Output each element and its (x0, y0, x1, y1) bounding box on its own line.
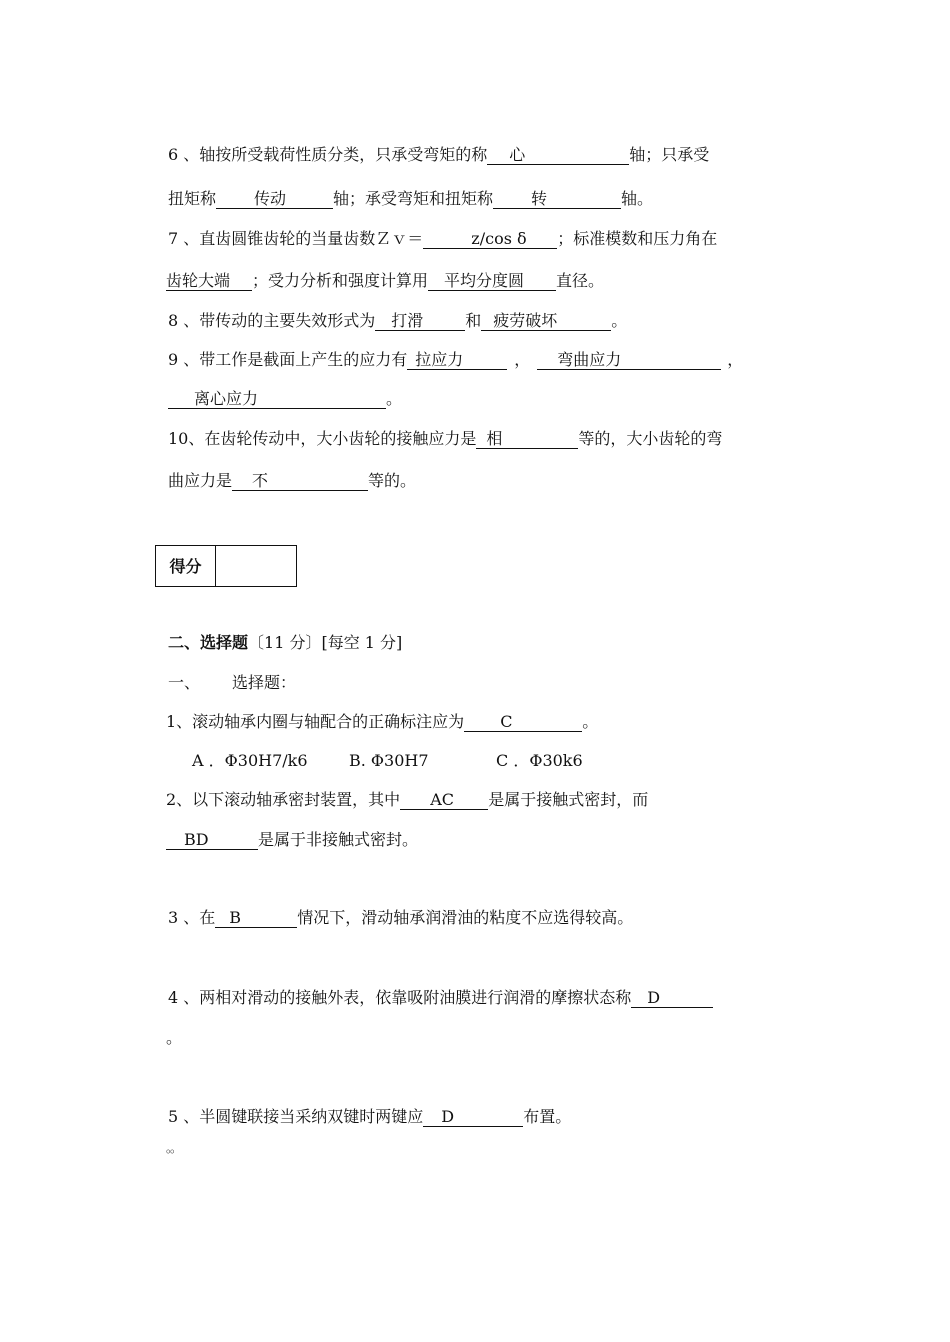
q7-blank3: 平均分度圆 (428, 272, 556, 291)
c1-blank: C (464, 713, 582, 732)
q9-blank2: 弯曲应力 (537, 351, 721, 370)
q10-blank2: 不 (232, 472, 368, 491)
q6-text-e: 轴。 (621, 189, 654, 208)
q7-line2 (166, 271, 604, 291)
c5-text-a: 5 、半圆键联接当采纳双键时两键应 (168, 1107, 424, 1126)
q10-text-c: 曲应力是 (168, 471, 233, 490)
c1-text-a: 1、滚动轴承内圈与轴配合的正确标注应为 (166, 712, 465, 731)
section2-heading (168, 633, 402, 653)
q10-line2 (168, 471, 416, 491)
q10-blank1: 相 (476, 430, 578, 449)
q6-line1 (168, 145, 709, 165)
q6-blank1: 心 (487, 146, 629, 165)
q6-blank3: 转 (493, 190, 621, 209)
q6-text-c: 扭矩称 (168, 189, 217, 208)
c3-line (168, 908, 633, 928)
c1-options (192, 751, 583, 771)
q7-line1 (168, 229, 717, 249)
q7-text-c: ；受力分析和强度计算用 (252, 271, 429, 290)
q7-text-b: ；标准模数和压力角在 (557, 229, 718, 248)
c2-blank1: AC (400, 791, 488, 810)
section2-subheading (168, 673, 296, 693)
q9-text-d: 。 (386, 389, 403, 408)
q10-text-b: 等的，大小齿轮的弯 (578, 429, 723, 448)
q6-text-d: 轴；承受弯矩和扭矩称 (333, 189, 494, 208)
q9-blank3: 离心应力 (168, 390, 386, 409)
c4-line2 (166, 1028, 182, 1048)
score-label: 得分 (156, 546, 216, 586)
c5-text-b: 布置。 (523, 1107, 572, 1126)
q8-text-a: 8 、带传动的主要失效形式为 (168, 311, 376, 330)
c3-blank: B (215, 909, 297, 928)
c5-line (168, 1107, 571, 1127)
c2-text-c: 是属于非接触式密封。 (258, 830, 419, 849)
c3-text-b: 情况下，滑动轴承润滑油的粘度不应选得较高。 (297, 908, 634, 927)
c1-option-a: A ．Φ30H7/k6 (192, 751, 308, 770)
q6-text-a: 6 、轴按所受载荷性质分类，只承受弯矩的称 (168, 145, 488, 164)
trailing-marks: 。。 (166, 1141, 181, 1155)
c4-line1 (168, 988, 713, 1008)
c4-text-a: 4 、两相对滑动的接触外表，依靠吸附油膜进行润滑的摩擦状态称 (168, 988, 632, 1007)
q10-text-a: 10、在齿轮传动中，大小齿轮的接触应力是 (168, 429, 477, 448)
q9-line1 (168, 350, 743, 370)
c5-blank: D (423, 1108, 523, 1127)
c1-option-c: C ．Φ30k6 (496, 751, 583, 770)
c4-blank: D (631, 989, 713, 1008)
q7-text-a: 7 、直齿圆锥齿轮的当量齿数Ｚｖ＝ (168, 229, 424, 248)
c1-line (166, 712, 598, 732)
q8-line (168, 311, 627, 331)
q8-text-c: 。 (611, 311, 628, 330)
c3-text-a: 3 、在 (168, 908, 216, 927)
c2-blank2: BD (166, 831, 258, 850)
q9-blank1: 拉应力 (407, 351, 507, 370)
q9-text-b: ， (514, 350, 531, 369)
c2-line1 (166, 790, 648, 810)
section2-sub-num: 一、 (168, 673, 201, 692)
q9-text-a: 9 、带工作是截面上产生的应力有 (168, 350, 408, 369)
c2-line2 (166, 830, 418, 850)
c1-text-b: 。 (582, 712, 599, 731)
q6-text-b: 轴；只承受 (629, 145, 710, 164)
c2-text-a: 2、以下滚动轴承密封装置，其中 (166, 790, 401, 809)
q8-blank2: 疲劳破坏 (481, 312, 611, 331)
q8-text-b: 和 (465, 311, 482, 330)
section2-title-rest: 〔11 分〕[每空 1 分] (248, 633, 403, 652)
q7-blank1: z/cos δ (423, 230, 557, 249)
q9-text-c: ， (727, 350, 744, 369)
q6-blank2: 传动 (216, 190, 333, 209)
c1-option-b: B. Φ30H7 (349, 751, 429, 770)
q7-blank2: 齿轮大端 (166, 272, 252, 291)
section2-sub-title: 选择题： (232, 673, 297, 692)
q7-text-d: 直径。 (556, 271, 605, 290)
q6-line2 (168, 189, 653, 209)
q8-blank1: 打滑 (375, 312, 465, 331)
c4-text-b: 。 (166, 1028, 183, 1047)
score-value-cell (216, 546, 296, 586)
q10-text-d: 等的。 (368, 471, 417, 490)
q10-line1 (168, 429, 722, 449)
section2-title: 二、选择题 (168, 633, 249, 652)
score-table (155, 545, 297, 587)
c2-text-b: 是属于接触式密封，而 (488, 790, 649, 809)
q9-line2 (168, 389, 402, 409)
